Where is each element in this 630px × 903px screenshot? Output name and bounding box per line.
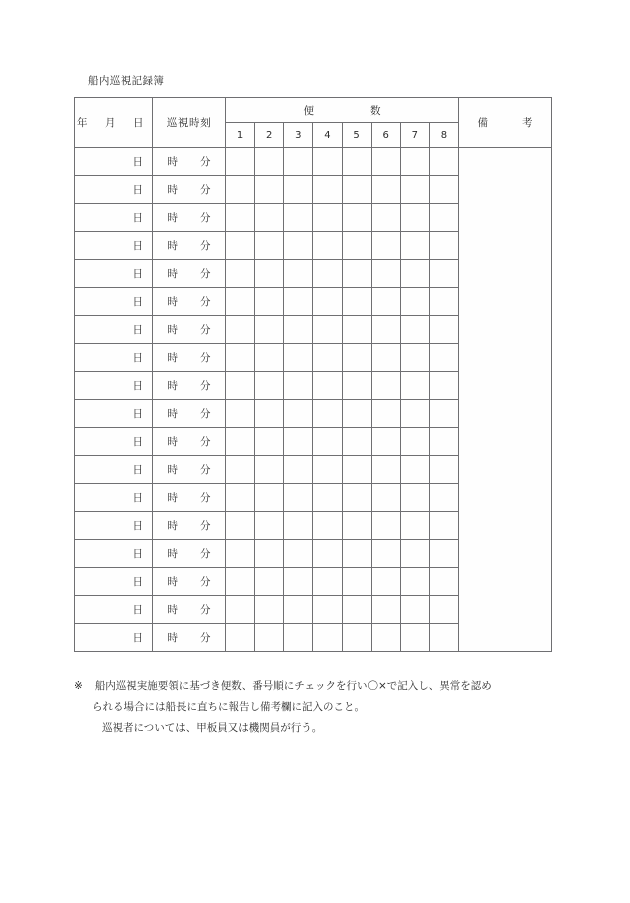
cell-patrol-time[interactable] — [153, 372, 226, 400]
cell-trip-check[interactable] — [255, 344, 284, 372]
cell-trip-check[interactable] — [429, 400, 458, 428]
cell-date[interactable]: 日 — [75, 316, 153, 344]
cell-trip-check[interactable] — [342, 596, 371, 624]
cell-trip-check[interactable] — [255, 288, 284, 316]
form-title: 船内巡視記録簿 — [88, 75, 165, 87]
cell-trip-check[interactable] — [255, 204, 284, 232]
cell-trip-check[interactable] — [400, 456, 429, 484]
cell-trip-check[interactable] — [284, 596, 313, 624]
cell-trip-check[interactable] — [284, 484, 313, 512]
cell-date[interactable]: 日 — [75, 596, 153, 624]
cell-trip-check[interactable] — [342, 344, 371, 372]
cell-trip-check[interactable] — [313, 260, 342, 288]
cell-patrol-time[interactable] — [153, 456, 226, 484]
cell-trip-check[interactable] — [284, 428, 313, 456]
cell-trip-check[interactable] — [371, 624, 400, 652]
cell-trip-check[interactable] — [226, 372, 255, 400]
cell-trip-check[interactable] — [284, 512, 313, 540]
header-trip-count-char2: 数 — [370, 104, 381, 117]
cell-patrol-time[interactable] — [153, 400, 226, 428]
cell-trip-check[interactable] — [371, 372, 400, 400]
cell-minute-unit: 分 — [200, 632, 211, 644]
cell-hour-unit: 時 — [167, 632, 178, 644]
cell-patrol-time[interactable] — [153, 260, 226, 288]
cell-patrol-time[interactable] — [153, 428, 226, 456]
cell-trip-check[interactable] — [429, 176, 458, 204]
cell-trip-check[interactable] — [226, 148, 255, 176]
cell-trip-check[interactable] — [255, 428, 284, 456]
header-trip-2: 2 — [255, 123, 284, 148]
cell-trip-check[interactable] — [313, 316, 342, 344]
footnote-line-2: られる場合には船長に直ちに報告し備考欄に記入のこと。 — [92, 701, 365, 713]
cell-trip-check[interactable] — [284, 456, 313, 484]
cell-trip-check[interactable] — [371, 596, 400, 624]
cell-trip-check[interactable] — [226, 288, 255, 316]
cell-trip-check[interactable] — [371, 288, 400, 316]
header-remarks — [459, 98, 552, 148]
cell-trip-check[interactable] — [226, 428, 255, 456]
cell-minute-unit: 分 — [200, 604, 211, 616]
cell-hour-unit: 時 — [167, 492, 178, 504]
cell-patrol-time[interactable] — [153, 204, 226, 232]
cell-trip-check[interactable] — [342, 624, 371, 652]
cell-hour-unit: 時 — [167, 268, 178, 280]
cell-minute-unit: 分 — [200, 548, 211, 560]
cell-trip-check[interactable] — [255, 568, 284, 596]
cell-trip-check[interactable] — [226, 624, 255, 652]
cell-trip-check[interactable] — [313, 400, 342, 428]
cell-trip-check[interactable] — [429, 372, 458, 400]
cell-hour-unit: 時 — [167, 520, 178, 532]
cell-hour-unit: 時 — [167, 548, 178, 560]
header-trip-6: 6 — [371, 123, 400, 148]
cell-patrol-time[interactable] — [153, 148, 226, 176]
cell-trip-check[interactable] — [284, 316, 313, 344]
cell-remarks[interactable] — [459, 148, 552, 652]
cell-trip-check[interactable] — [400, 316, 429, 344]
cell-patrol-time[interactable] — [153, 596, 226, 624]
cell-hour-unit: 時 — [167, 604, 178, 616]
cell-trip-check[interactable] — [255, 456, 284, 484]
cell-trip-check[interactable] — [400, 204, 429, 232]
header-remarks-char1: 備 — [477, 117, 488, 129]
cell-date[interactable]: 日 — [75, 372, 153, 400]
footnote-marker: ※ — [74, 680, 83, 692]
cell-hour-unit: 時 — [167, 352, 178, 364]
cell-trip-check[interactable] — [400, 344, 429, 372]
cell-trip-check[interactable] — [226, 400, 255, 428]
cell-hour-unit: 時 — [167, 240, 178, 252]
cell-trip-check[interactable] — [342, 428, 371, 456]
cell-trip-check[interactable] — [313, 204, 342, 232]
cell-trip-check[interactable] — [371, 484, 400, 512]
cell-minute-unit: 分 — [200, 576, 211, 588]
cell-trip-check[interactable] — [400, 232, 429, 260]
cell-trip-check[interactable] — [226, 204, 255, 232]
table-body — [75, 148, 552, 652]
cell-hour-unit: 時 — [167, 156, 178, 168]
cell-trip-check[interactable] — [313, 428, 342, 456]
cell-trip-check[interactable] — [429, 288, 458, 316]
cell-hour-unit: 時 — [167, 324, 178, 336]
cell-trip-check[interactable] — [226, 512, 255, 540]
cell-trip-check[interactable] — [284, 204, 313, 232]
cell-trip-check[interactable] — [429, 540, 458, 568]
cell-date[interactable]: 日 — [75, 176, 153, 204]
cell-trip-check[interactable] — [342, 316, 371, 344]
cell-trip-check[interactable] — [371, 176, 400, 204]
cell-date[interactable]: 日 — [75, 204, 153, 232]
cell-trip-check[interactable] — [313, 456, 342, 484]
cell-trip-check[interactable] — [284, 344, 313, 372]
cell-trip-check[interactable] — [400, 400, 429, 428]
cell-trip-check[interactable] — [313, 484, 342, 512]
cell-patrol-time[interactable] — [153, 540, 226, 568]
header-remarks-char2: 考 — [522, 117, 533, 129]
cell-trip-check[interactable] — [255, 540, 284, 568]
cell-patrol-time[interactable] — [153, 344, 226, 372]
cell-hour-unit: 時 — [167, 576, 178, 588]
cell-trip-check[interactable] — [342, 232, 371, 260]
cell-hour-unit: 時 — [167, 408, 178, 420]
header-trip-1: 1 — [226, 123, 255, 148]
cell-trip-check[interactable] — [342, 512, 371, 540]
cell-trip-check[interactable] — [371, 204, 400, 232]
cell-patrol-time[interactable] — [153, 176, 226, 204]
cell-trip-check[interactable] — [371, 540, 400, 568]
cell-trip-check[interactable] — [429, 344, 458, 372]
cell-minute-unit: 分 — [200, 212, 211, 224]
cell-trip-check[interactable] — [400, 428, 429, 456]
cell-trip-check[interactable] — [226, 232, 255, 260]
cell-trip-check[interactable] — [284, 568, 313, 596]
cell-date[interactable]: 日 — [75, 624, 153, 652]
cell-minute-unit: 分 — [200, 436, 211, 448]
cell-trip-check[interactable] — [342, 148, 371, 176]
cell-minute-unit: 分 — [200, 296, 211, 308]
cell-trip-check[interactable] — [400, 176, 429, 204]
footnotes — [74, 676, 564, 739]
cell-date[interactable]: 日 — [75, 428, 153, 456]
footnote-line-3: 巡視者については、甲板員又は機関員が行う。 — [102, 722, 323, 734]
cell-trip-check[interactable] — [226, 456, 255, 484]
cell-hour-unit: 時 — [167, 296, 178, 308]
cell-trip-check[interactable] — [429, 148, 458, 176]
cell-trip-check[interactable] — [429, 512, 458, 540]
cell-trip-check[interactable] — [371, 316, 400, 344]
cell-trip-check[interactable] — [313, 344, 342, 372]
cell-trip-check[interactable] — [429, 624, 458, 652]
cell-trip-check[interactable] — [226, 540, 255, 568]
cell-trip-check[interactable] — [284, 400, 313, 428]
cell-minute-unit: 分 — [200, 184, 211, 196]
cell-trip-check[interactable] — [226, 176, 255, 204]
cell-patrol-time[interactable] — [153, 316, 226, 344]
cell-trip-check[interactable] — [342, 204, 371, 232]
header-trip-7: 7 — [400, 123, 429, 148]
cell-trip-check[interactable] — [255, 316, 284, 344]
cell-trip-check[interactable] — [400, 288, 429, 316]
cell-trip-check[interactable] — [400, 372, 429, 400]
header-patrol-time: 巡視時刻 — [153, 98, 226, 148]
cell-trip-check[interactable] — [342, 484, 371, 512]
cell-trip-check[interactable] — [313, 596, 342, 624]
cell-date[interactable]: 日 — [75, 288, 153, 316]
cell-trip-check[interactable] — [313, 624, 342, 652]
header-row-group — [75, 98, 552, 123]
cell-trip-check[interactable] — [284, 176, 313, 204]
cell-trip-check[interactable] — [371, 456, 400, 484]
cell-trip-check[interactable] — [371, 260, 400, 288]
table-header — [75, 98, 552, 148]
cell-trip-check[interactable] — [284, 372, 313, 400]
cell-trip-check[interactable] — [400, 568, 429, 596]
cell-trip-check[interactable] — [284, 288, 313, 316]
cell-trip-check[interactable] — [255, 484, 284, 512]
cell-minute-unit: 分 — [200, 464, 211, 476]
cell-date[interactable]: 日 — [75, 568, 153, 596]
cell-trip-check[interactable] — [284, 624, 313, 652]
cell-patrol-time[interactable] — [153, 512, 226, 540]
cell-date[interactable]: 日 — [75, 260, 153, 288]
cell-trip-check[interactable] — [313, 148, 342, 176]
cell-date[interactable]: 日 — [75, 148, 153, 176]
cell-trip-check[interactable] — [313, 540, 342, 568]
cell-minute-unit: 分 — [200, 324, 211, 336]
cell-date[interactable]: 日 — [75, 456, 153, 484]
cell-trip-check[interactable] — [313, 288, 342, 316]
cell-minute-unit: 分 — [200, 492, 211, 504]
cell-trip-check[interactable] — [284, 260, 313, 288]
cell-patrol-time[interactable] — [153, 484, 226, 512]
cell-patrol-time[interactable] — [153, 624, 226, 652]
cell-trip-check[interactable] — [400, 512, 429, 540]
header-trip-5: 5 — [342, 123, 371, 148]
cell-date[interactable]: 日 — [75, 344, 153, 372]
cell-trip-check[interactable] — [342, 288, 371, 316]
cell-trip-check[interactable] — [400, 484, 429, 512]
cell-date[interactable]: 日 — [75, 232, 153, 260]
cell-trip-check[interactable] — [284, 148, 313, 176]
cell-trip-check[interactable] — [371, 428, 400, 456]
cell-trip-check[interactable] — [371, 400, 400, 428]
header-trip-3: 3 — [284, 123, 313, 148]
cell-trip-check[interactable] — [429, 428, 458, 456]
cell-trip-check[interactable] — [342, 540, 371, 568]
cell-trip-check[interactable] — [429, 316, 458, 344]
cell-trip-check[interactable] — [429, 260, 458, 288]
cell-minute-unit: 分 — [200, 380, 211, 392]
table-row — [75, 148, 552, 176]
cell-minute-unit: 分 — [200, 520, 211, 532]
cell-trip-check[interactable] — [255, 148, 284, 176]
cell-trip-check[interactable] — [313, 372, 342, 400]
cell-minute-unit: 分 — [200, 240, 211, 252]
cell-trip-check[interactable] — [313, 176, 342, 204]
cell-trip-check[interactable] — [313, 568, 342, 596]
cell-minute-unit: 分 — [200, 408, 211, 420]
cell-minute-unit: 分 — [200, 268, 211, 280]
cell-trip-check[interactable] — [429, 456, 458, 484]
footnote-text-1: 船内巡視実施要領に基づき便数、番号順にチェックを行い〇×で記入し、異常を認め — [94, 680, 492, 692]
cell-trip-check[interactable] — [429, 204, 458, 232]
cell-trip-check[interactable] — [255, 260, 284, 288]
cell-hour-unit: 時 — [167, 464, 178, 476]
header-trip-count-char1: 便 — [303, 104, 314, 117]
cell-trip-check[interactable] — [342, 260, 371, 288]
header-date: 年 月 日 — [75, 98, 153, 148]
cell-trip-check[interactable] — [429, 232, 458, 260]
cell-trip-check[interactable] — [429, 596, 458, 624]
cell-trip-check[interactable] — [429, 484, 458, 512]
cell-trip-check[interactable] — [255, 232, 284, 260]
cell-trip-check[interactable] — [226, 568, 255, 596]
cell-trip-check[interactable] — [255, 372, 284, 400]
cell-trip-check[interactable] — [371, 344, 400, 372]
cell-minute-unit: 分 — [200, 156, 211, 168]
cell-hour-unit: 時 — [167, 184, 178, 196]
cell-patrol-time[interactable] — [153, 232, 226, 260]
cell-trip-check[interactable] — [255, 624, 284, 652]
cell-trip-check[interactable] — [255, 400, 284, 428]
cell-trip-check[interactable] — [400, 624, 429, 652]
cell-trip-check[interactable] — [429, 568, 458, 596]
cell-minute-unit: 分 — [200, 352, 211, 364]
cell-patrol-time[interactable] — [153, 288, 226, 316]
cell-trip-check[interactable] — [371, 512, 400, 540]
cell-trip-check[interactable] — [226, 316, 255, 344]
footnote-line-1 — [74, 676, 564, 697]
cell-trip-check[interactable] — [342, 400, 371, 428]
cell-trip-check[interactable] — [400, 260, 429, 288]
cell-trip-check[interactable] — [226, 344, 255, 372]
cell-trip-check[interactable] — [313, 232, 342, 260]
cell-trip-check[interactable] — [342, 176, 371, 204]
cell-hour-unit: 時 — [167, 436, 178, 448]
cell-trip-check[interactable] — [226, 484, 255, 512]
cell-trip-check[interactable] — [284, 232, 313, 260]
header-trip-8: 8 — [429, 123, 458, 148]
cell-trip-check[interactable] — [255, 512, 284, 540]
cell-trip-check[interactable] — [313, 512, 342, 540]
cell-trip-check[interactable] — [371, 148, 400, 176]
cell-trip-check[interactable] — [400, 596, 429, 624]
cell-patrol-time[interactable] — [153, 568, 226, 596]
cell-trip-check[interactable] — [226, 596, 255, 624]
cell-date[interactable]: 日 — [75, 484, 153, 512]
cell-trip-check[interactable] — [226, 260, 255, 288]
cell-date[interactable]: 日 — [75, 540, 153, 568]
patrol-record-table — [74, 97, 552, 652]
cell-trip-check[interactable] — [371, 232, 400, 260]
cell-trip-check[interactable] — [284, 540, 313, 568]
cell-hour-unit: 時 — [167, 212, 178, 224]
cell-trip-check[interactable] — [342, 568, 371, 596]
header-trip-count — [226, 98, 459, 123]
cell-date[interactable]: 日 — [75, 400, 153, 428]
cell-hour-unit: 時 — [167, 380, 178, 392]
cell-trip-check[interactable] — [255, 176, 284, 204]
cell-trip-check[interactable] — [255, 596, 284, 624]
cell-trip-check[interactable] — [371, 568, 400, 596]
cell-trip-check[interactable] — [342, 456, 371, 484]
cell-trip-check[interactable] — [400, 148, 429, 176]
cell-date[interactable]: 日 — [75, 512, 153, 540]
cell-trip-check[interactable] — [400, 540, 429, 568]
header-trip-4: 4 — [313, 123, 342, 148]
cell-trip-check[interactable] — [342, 372, 371, 400]
